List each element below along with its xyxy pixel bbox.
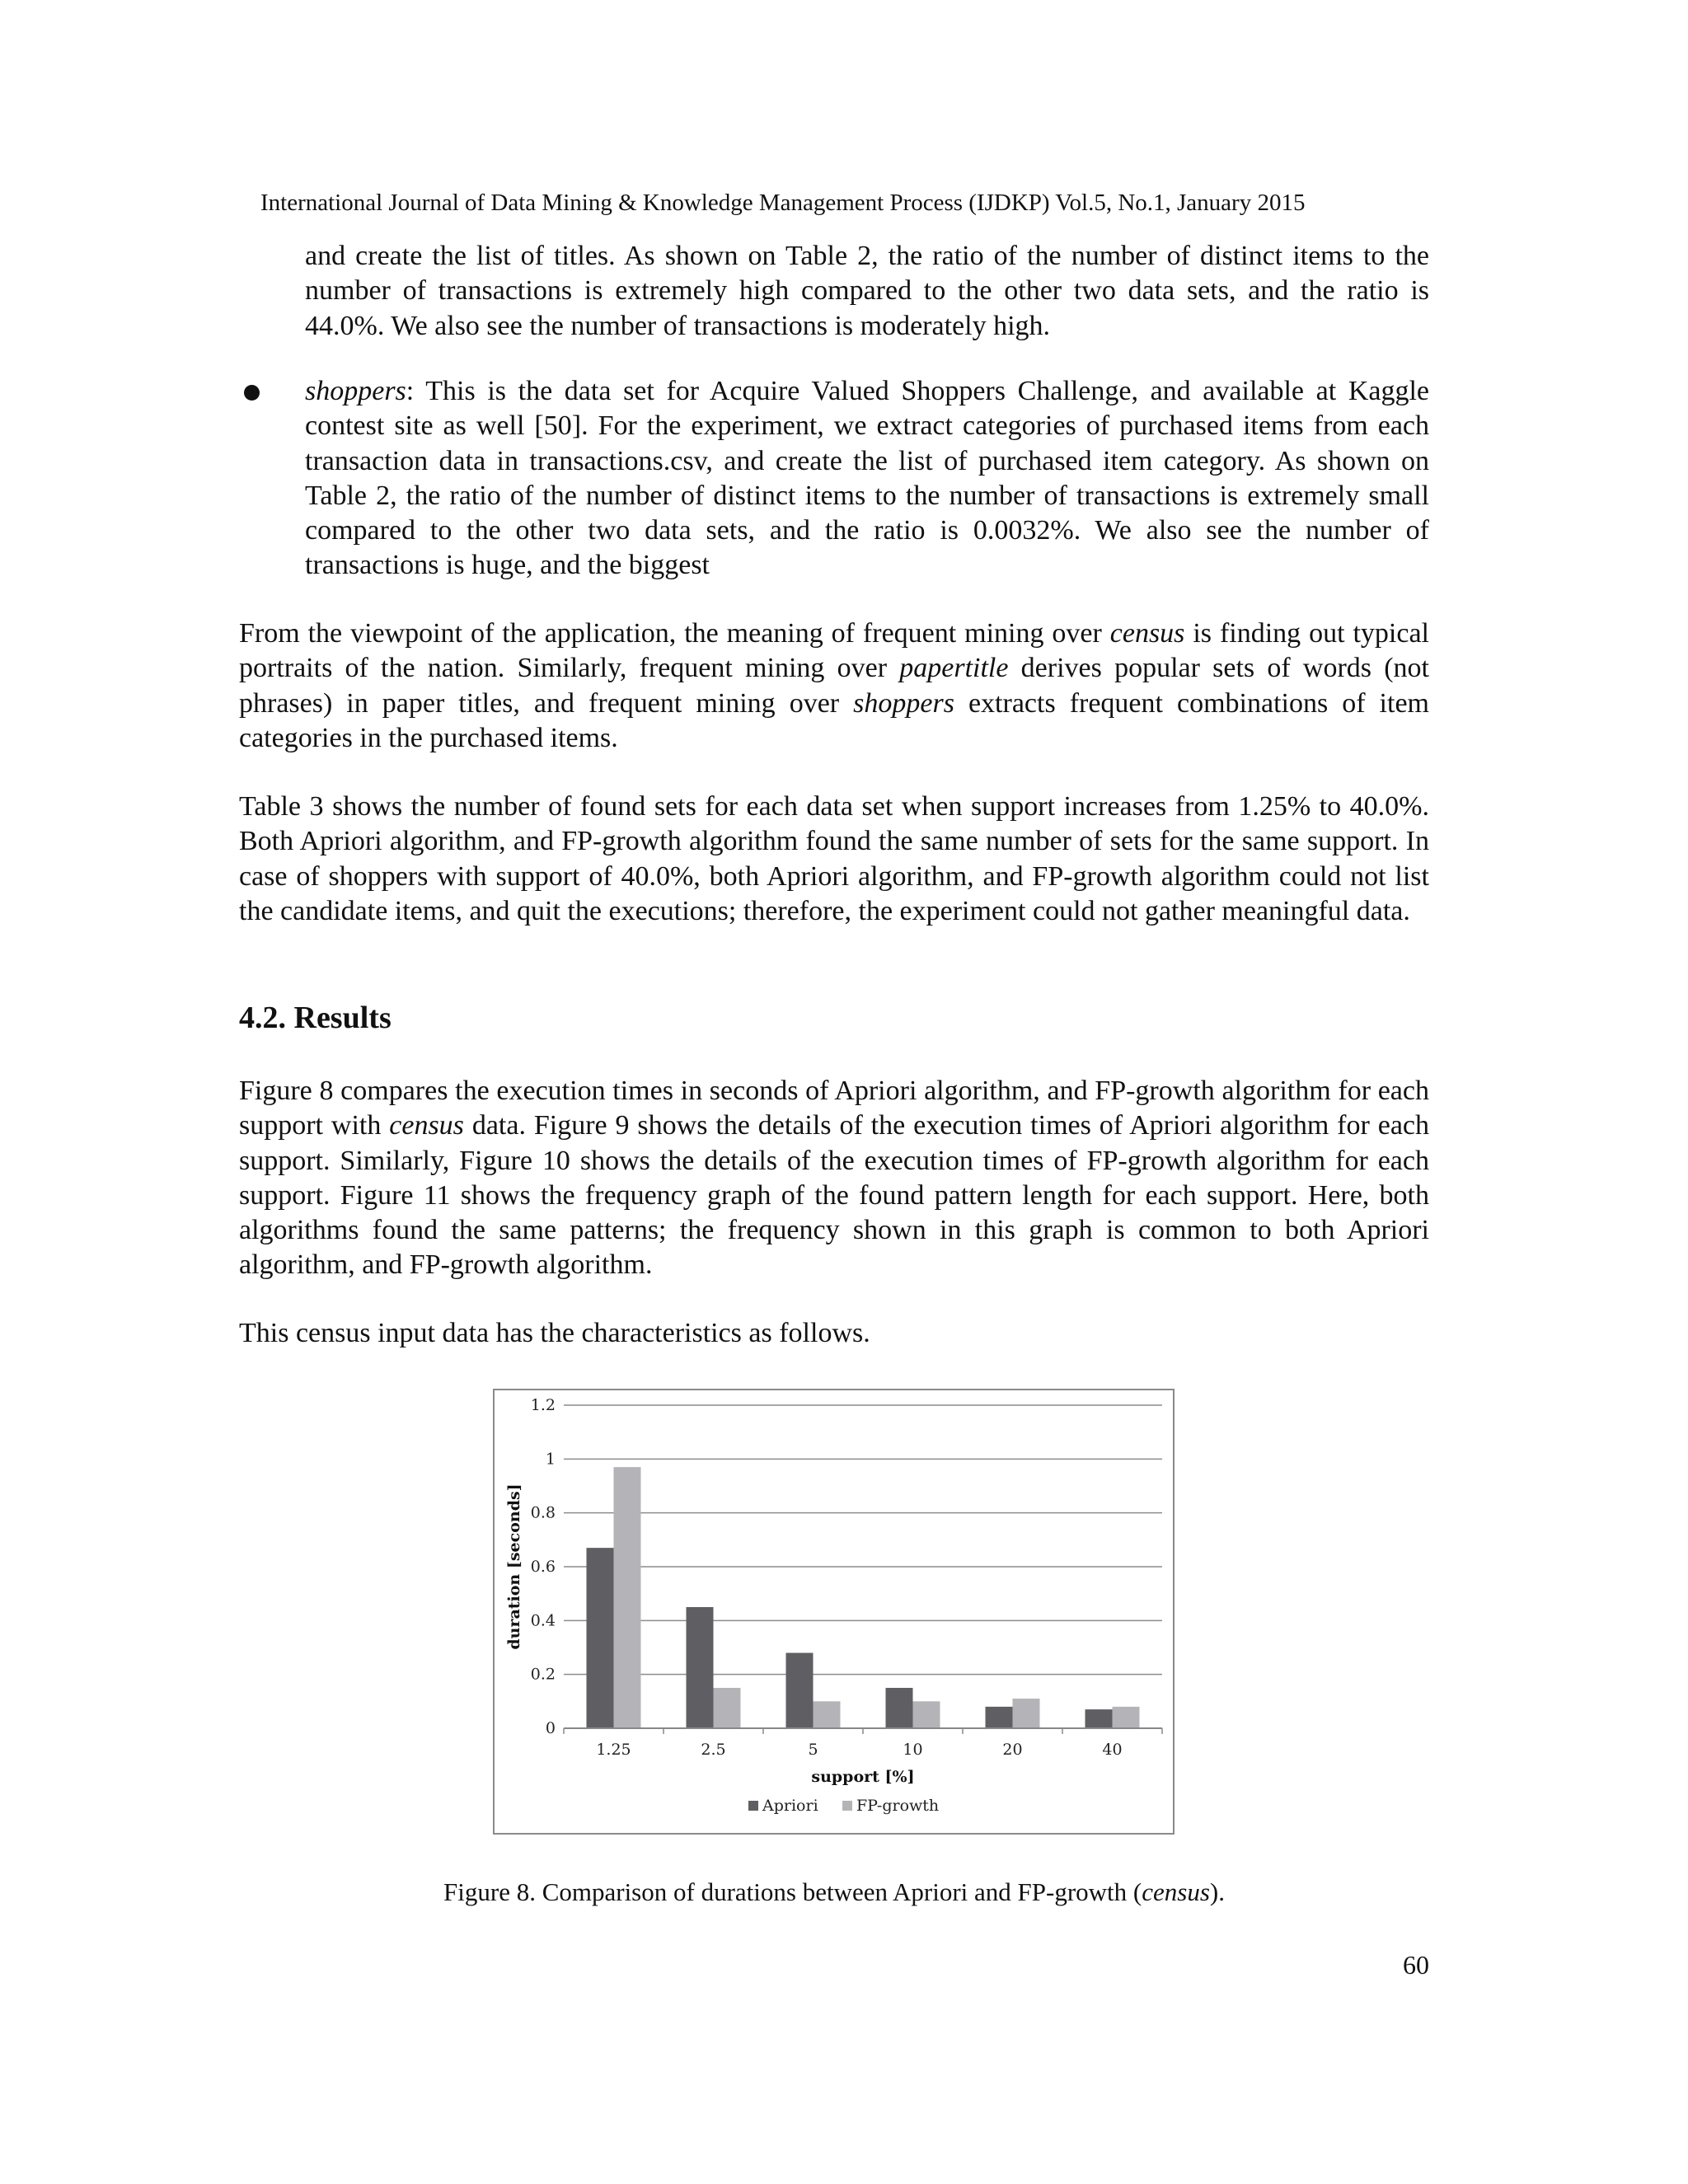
paragraph-papertitle-continuation: and create the list of titles. As shown on Table 2, the ratio of the number of distinct items to the number of transactions is extremely high compared to the other two data sets, and the ratio is 44.0%. We also see the number of transactions is moderately high. bbox=[305, 241, 1429, 341]
paragraph-results bbox=[239, 1074, 1429, 1283]
bar-apriori-2_5 bbox=[687, 1607, 714, 1728]
bullet-icon bbox=[244, 385, 260, 401]
gridlines bbox=[564, 1405, 1162, 1675]
text-run: derives popular sets of words (not phrases) in paper titles, and frequent mining over bbox=[239, 653, 1429, 719]
x-tick-label: 20 bbox=[1002, 1741, 1023, 1759]
emphasis: census bbox=[1109, 618, 1185, 649]
text-run: extracts frequent combinations of item categories in the purchased items. bbox=[239, 687, 1429, 753]
x-tick-label: 1.25 bbox=[596, 1741, 631, 1759]
y-tick-label: 0.4 bbox=[530, 1611, 556, 1630]
section-heading: 4.2. Results bbox=[239, 1001, 392, 1035]
bar-apriori-5 bbox=[786, 1653, 814, 1728]
bar-chart-svg bbox=[495, 1390, 1176, 1836]
bullet-text: : This is the data set for Acquire Valued Shoppers Challenge, and available at Kaggle contest site as well [50]. For the experiment, we extract categories of purchased items from each transaction data in transactions.csv, and create the list of purchased item category. As shown on Table 2, the ratio of the number of distinct items to the number of transactions is extremely small compared to the other two data sets, and the ratio is 0.0032%. We also see the number of transactions is huge, and the biggest bbox=[305, 376, 1429, 581]
figure-caption bbox=[239, 1876, 1429, 1909]
legend bbox=[748, 1797, 939, 1815]
emphasis: papertitle bbox=[899, 653, 1009, 684]
emphasis: census bbox=[389, 1110, 464, 1141]
caption-text: Figure 8. Comparison of durations between Apriori and FP-growth ( bbox=[443, 1877, 1142, 1906]
text-run: is finding out typical portraits of the nation. Similarly, frequent mining over bbox=[239, 618, 1430, 684]
bar-fp-growth-40 bbox=[1113, 1707, 1140, 1728]
emphasis: shoppers bbox=[853, 687, 954, 719]
y-axis-label: duration [seconds] bbox=[505, 1483, 523, 1650]
x-axis-label: support [%] bbox=[811, 1768, 915, 1786]
bullet-item-shoppers bbox=[305, 374, 1429, 583]
y-tick-label: 0.6 bbox=[530, 1558, 556, 1576]
bar-fp-growth-2_5 bbox=[714, 1688, 741, 1728]
bar-fp-growth-5 bbox=[814, 1701, 841, 1728]
paragraph-census-intro: This census input data has the characteristics as follows. bbox=[239, 1318, 870, 1348]
y-tick-label: 0.8 bbox=[530, 1503, 556, 1522]
x-tick-label: 10 bbox=[903, 1741, 923, 1759]
page-number: 60 bbox=[1403, 1950, 1429, 1980]
y-tick-labels bbox=[531, 1396, 556, 1737]
text-run: data. Figure 9 shows the details of the execution times of Apriori algorithm for each support. Similarly, Figure 10 shows the details of the execution times of FP-growth algorithm for each support. Figure 11 shows the frequency graph of the found pattern length for each support. Here, both algorithms found the same patterns; the frequency shown in this graph is common to both Apriori algorithm, and FP-growth algorithm. bbox=[239, 1110, 1430, 1281]
bar-fp-growth-20 bbox=[1013, 1699, 1040, 1728]
y-tick-label: 1 bbox=[545, 1450, 556, 1469]
y-tick-label: 1.2 bbox=[530, 1396, 556, 1414]
dataset-term: shoppers bbox=[305, 376, 406, 406]
x-tick-label: 40 bbox=[1102, 1741, 1123, 1759]
x-tick-label: 2.5 bbox=[701, 1741, 726, 1759]
bar-apriori-10 bbox=[886, 1688, 913, 1728]
x-tick-labels bbox=[564, 1728, 1162, 1759]
legend-label: Apriori bbox=[762, 1797, 818, 1815]
y-tick-label: 0.2 bbox=[530, 1665, 556, 1684]
y-tick-label: 0 bbox=[545, 1719, 556, 1737]
x-tick-label: 5 bbox=[808, 1741, 818, 1759]
bar-apriori-40 bbox=[1085, 1709, 1113, 1728]
legend-swatch bbox=[748, 1801, 758, 1811]
figure-8-chart bbox=[493, 1389, 1175, 1835]
legend-swatch bbox=[842, 1801, 852, 1811]
bar-fp-growth-1_25 bbox=[614, 1467, 641, 1728]
bar-fp-growth-10 bbox=[913, 1701, 940, 1728]
running-header: International Journal of Data Mining & Knowledge Management Process (IJDKP) Vol.5, No.1, January 2015 bbox=[260, 190, 1306, 216]
bar-apriori-1_25 bbox=[587, 1548, 614, 1728]
paragraph-application-viewpoint bbox=[239, 616, 1429, 756]
bars bbox=[587, 1467, 1140, 1728]
caption-text: ). bbox=[1209, 1877, 1225, 1906]
legend-label: FP-growth bbox=[856, 1797, 940, 1815]
caption-emphasis: census bbox=[1142, 1877, 1210, 1906]
text-run: Figure 8 compares the execution times in seconds of Apriori algorithm, and FP-growth algorithm for each support with bbox=[239, 1076, 1429, 1141]
bar-apriori-20 bbox=[986, 1707, 1013, 1728]
text-run: From the viewpoint of the application, the meaning of frequent mining over bbox=[239, 618, 1110, 649]
paragraph-table3-description: Table 3 shows the number of found sets for each data set when support increases from 1.25% to 40.0%. Both Apriori algorithm, and FP-growth algorithm found the same number of sets for the same support. In case of shoppers with support of 40.0%, both Apriori algorithm, and FP-growth algorithm could not list the candidate items, and quit the executions; therefore, the experiment could not gather meaningful data. bbox=[239, 791, 1429, 926]
